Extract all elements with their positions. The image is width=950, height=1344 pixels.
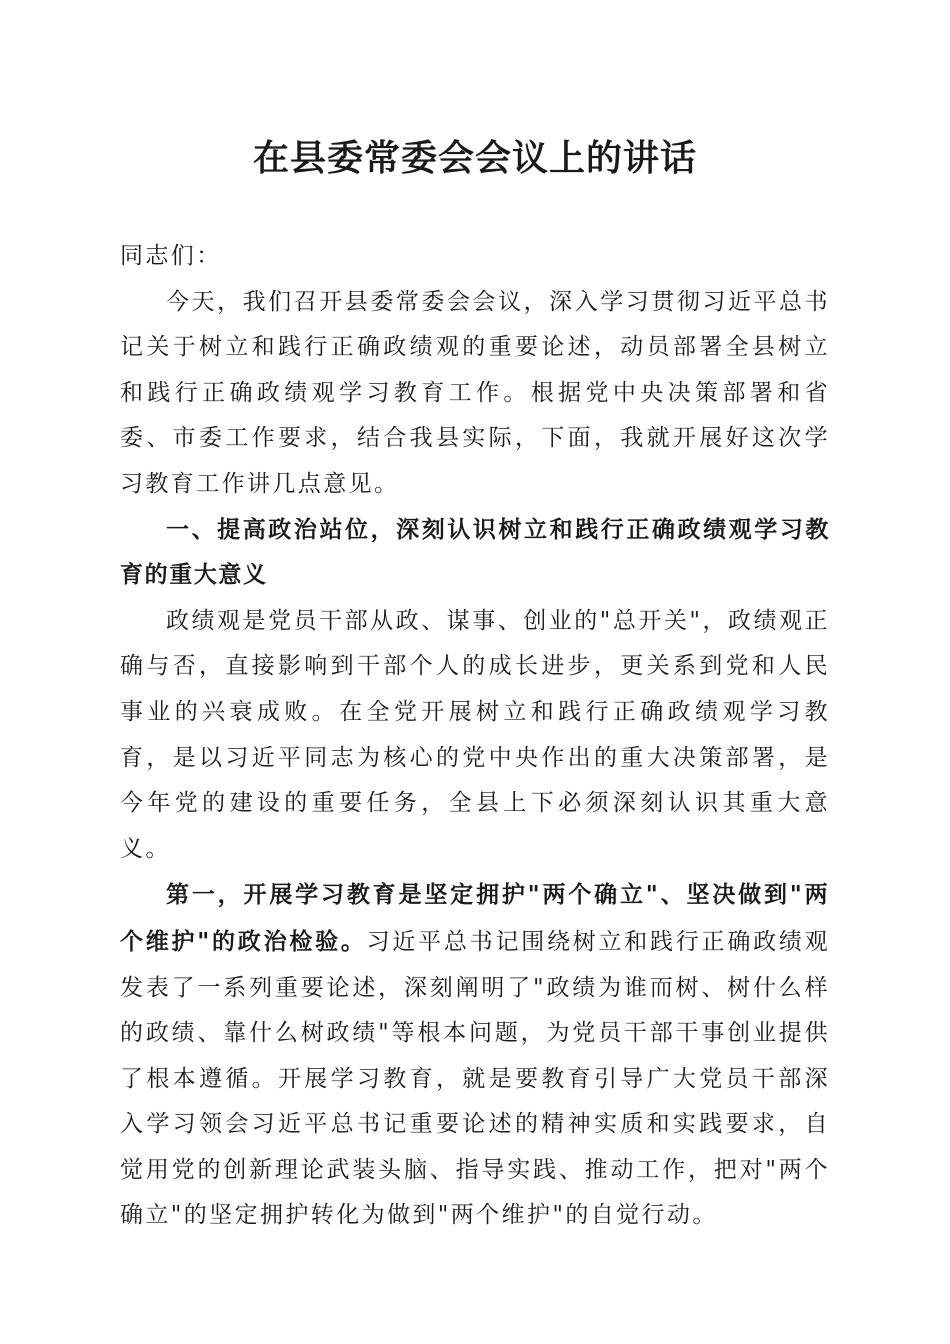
point-1-lead: 第一，开展学习教育是坚定拥护"两个确立"、坚决做到"两个维护"的政治检验。 <box>120 881 830 955</box>
point-1-body: 习近平总书记围绕树立和践行正确政绩观发表了一系列重要论述，深刻阐明了"政绩为谁而树、树什么样的政绩、靠什么树政绩"等根本问题，为党员干部干事创业提供了根本遵循。开展学习教育，就是要教育引导广大党员干部深入学习领会习近平总书记重要论述的精神实质和实践要求，自觉用党的创新理论武装头脑、指导实践、推动工作，把对"两个确立"的坚定拥护转化为做到"两个维护"的自觉行动。 <box>120 928 831 1229</box>
salutation: 同志们： <box>120 243 222 269</box>
section-1-heading: 一、提高政治站位，深刻认识树立和践行正确政绩观学习教育的重大意义 <box>120 516 830 589</box>
document-body <box>120 234 830 1239</box>
intro-paragraph: 今天，我们召开县委常委会会议，深入学习贯彻习近平总书记关于树立和践行正确政绩观的重要论述，动员部署全县树立和践行正确政绩观学习教育工作。根据党中央决策部署和省委、市委工作要求，结合我县实际，下面，我就开展好这次学习教育工作讲几点意见。 <box>120 288 830 497</box>
document-title: 在县委常委会会议上的讲话 <box>252 137 697 179</box>
point-1-paragraph <box>120 872 830 1239</box>
section-1-paragraph: 政绩观是党员干部从政、谋事、创业的"总开关"，政绩观正确与否，直接影响到干部个人的成长进步，更关系到党和人民事业的兴衰成败。在全党开展树立和践行正确政绩观学习教育，是以习近平同志为核心的党中央作出的重大决策部署，是今年党的建设的重要任务，全县上下必须深刻认识其重大意义。 <box>120 607 830 862</box>
